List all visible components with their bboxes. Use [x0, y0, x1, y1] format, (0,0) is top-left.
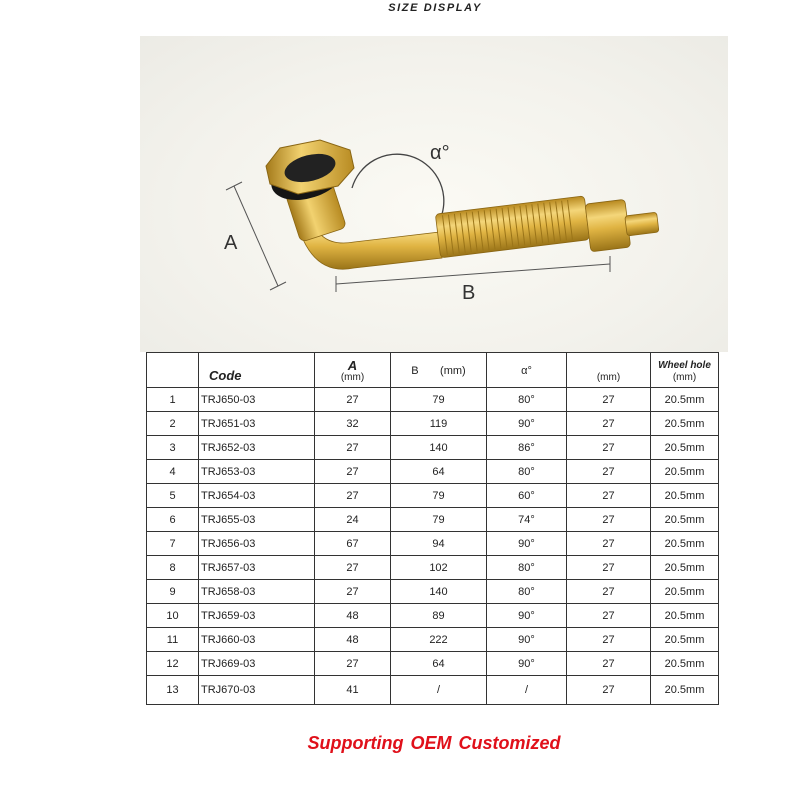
header-code: Code: [199, 353, 315, 388]
cell-no: 11: [147, 628, 199, 652]
cell-b: 94: [391, 532, 487, 556]
cell-code: TRJ650-03: [199, 388, 315, 412]
cell-hole: 20.5mm: [651, 676, 719, 705]
cell-c: 27: [567, 580, 651, 604]
cell-a: 67: [315, 532, 391, 556]
cell-angle: 80°: [487, 460, 567, 484]
valve-tip: [625, 212, 659, 236]
cell-no: 3: [147, 436, 199, 460]
cell-b: 64: [391, 460, 487, 484]
cell-angle: 90°: [487, 604, 567, 628]
cell-c: 27: [567, 556, 651, 580]
cell-b: 102: [391, 556, 487, 580]
cell-angle: 60°: [487, 484, 567, 508]
table-row: [147, 628, 719, 652]
cell-angle: 86°: [487, 436, 567, 460]
cell-b: 89: [391, 604, 487, 628]
cell-hole: 20.5mm: [651, 580, 719, 604]
table-row: [147, 532, 719, 556]
cell-code: TRJ670-03: [199, 676, 315, 705]
size-table: [146, 352, 719, 705]
cell-no: 6: [147, 508, 199, 532]
cell-a: 27: [315, 580, 391, 604]
cell-no: 12: [147, 652, 199, 676]
oem-banner: Supporting OEM Customized: [307, 733, 561, 753]
cell-c: 27: [567, 532, 651, 556]
cell-code: TRJ658-03: [199, 580, 315, 604]
cell-code: TRJ660-03: [199, 628, 315, 652]
table-row: [147, 580, 719, 604]
cell-b: 79: [391, 388, 487, 412]
cell-b: 222: [391, 628, 487, 652]
cell-hole: 20.5mm: [651, 484, 719, 508]
cell-code: TRJ656-03: [199, 532, 315, 556]
cell-c: 27: [567, 412, 651, 436]
header-angle: α°: [487, 353, 567, 388]
cell-hole: 20.5mm: [651, 388, 719, 412]
cell-a: 27: [315, 556, 391, 580]
cell-angle: 90°: [487, 628, 567, 652]
cell-no: 7: [147, 532, 199, 556]
cell-code: TRJ669-03: [199, 652, 315, 676]
cell-hole: 20.5mm: [651, 652, 719, 676]
cell-a: 24: [315, 508, 391, 532]
cell-a: 27: [315, 460, 391, 484]
cell-no: 9: [147, 580, 199, 604]
cell-code: TRJ651-03: [199, 412, 315, 436]
table-row: [147, 460, 719, 484]
cell-no: 13: [147, 676, 199, 705]
cell-b: /: [391, 676, 487, 705]
cell-c: 27: [567, 652, 651, 676]
cell-no: 1: [147, 388, 199, 412]
cell-code: TRJ653-03: [199, 460, 315, 484]
table-row: [147, 412, 719, 436]
cell-hole: 20.5mm: [651, 508, 719, 532]
table-row: [147, 652, 719, 676]
cell-b: 140: [391, 436, 487, 460]
section-title: SIZE DISPLAY: [388, 2, 482, 14]
cell-hole: 20.5mm: [651, 556, 719, 580]
header-b: B (mm): [391, 353, 487, 388]
header-index: [147, 353, 199, 388]
cell-b: 79: [391, 484, 487, 508]
cell-a: 41: [315, 676, 391, 705]
table-row: [147, 676, 719, 705]
cell-a: 32: [315, 412, 391, 436]
cell-no: 4: [147, 460, 199, 484]
cell-a: 48: [315, 628, 391, 652]
table-header-row: [147, 353, 719, 388]
cell-no: 5: [147, 484, 199, 508]
cell-c: 27: [567, 388, 651, 412]
cell-c: 27: [567, 676, 651, 705]
header-a: A (mm): [315, 353, 391, 388]
cell-angle: 74°: [487, 508, 567, 532]
cell-angle: 90°: [487, 532, 567, 556]
cell-code: TRJ657-03: [199, 556, 315, 580]
cell-b: 79: [391, 508, 487, 532]
cell-no: 8: [147, 556, 199, 580]
table-row: [147, 484, 719, 508]
cell-hole: 20.5mm: [651, 460, 719, 484]
valve-knurled-nut: [585, 199, 631, 252]
cell-c: 27: [567, 604, 651, 628]
cell-code: TRJ659-03: [199, 604, 315, 628]
cell-hole: 20.5mm: [651, 532, 719, 556]
cell-angle: 80°: [487, 580, 567, 604]
cell-hole: 20.5mm: [651, 436, 719, 460]
dimension-a-label: A: [224, 232, 238, 254]
table-row: [147, 388, 719, 412]
header-wheel-hole: Wheel hole (mm): [651, 353, 719, 388]
cell-c: 27: [567, 484, 651, 508]
cell-c: 27: [567, 508, 651, 532]
cell-b: 140: [391, 580, 487, 604]
cell-c: 27: [567, 436, 651, 460]
table-row: [147, 508, 719, 532]
cell-hole: 20.5mm: [651, 604, 719, 628]
cell-code: TRJ655-03: [199, 508, 315, 532]
cell-b: 64: [391, 652, 487, 676]
product-photo: [140, 36, 728, 352]
cell-c: 27: [567, 628, 651, 652]
cell-angle: 90°: [487, 412, 567, 436]
angle-label: α°: [430, 142, 450, 164]
cell-angle: 80°: [487, 556, 567, 580]
cell-angle: 80°: [487, 388, 567, 412]
cell-code: TRJ652-03: [199, 436, 315, 460]
cell-angle: /: [487, 676, 567, 705]
cell-a: 27: [315, 652, 391, 676]
header-col5: (mm): [567, 353, 651, 388]
cell-c: 27: [567, 460, 651, 484]
cell-a: 27: [315, 436, 391, 460]
dimension-b-label: B: [462, 282, 476, 304]
table-row: [147, 436, 719, 460]
cell-no: 2: [147, 412, 199, 436]
cell-a: 48: [315, 604, 391, 628]
table-row: [147, 604, 719, 628]
cell-no: 10: [147, 604, 199, 628]
cell-b: 119: [391, 412, 487, 436]
cell-code: TRJ654-03: [199, 484, 315, 508]
valve-diagram: [140, 36, 728, 352]
cell-hole: 20.5mm: [651, 628, 719, 652]
cell-a: 27: [315, 388, 391, 412]
cell-angle: 90°: [487, 652, 567, 676]
cell-hole: 20.5mm: [651, 412, 719, 436]
cell-a: 27: [315, 484, 391, 508]
table-row: [147, 556, 719, 580]
